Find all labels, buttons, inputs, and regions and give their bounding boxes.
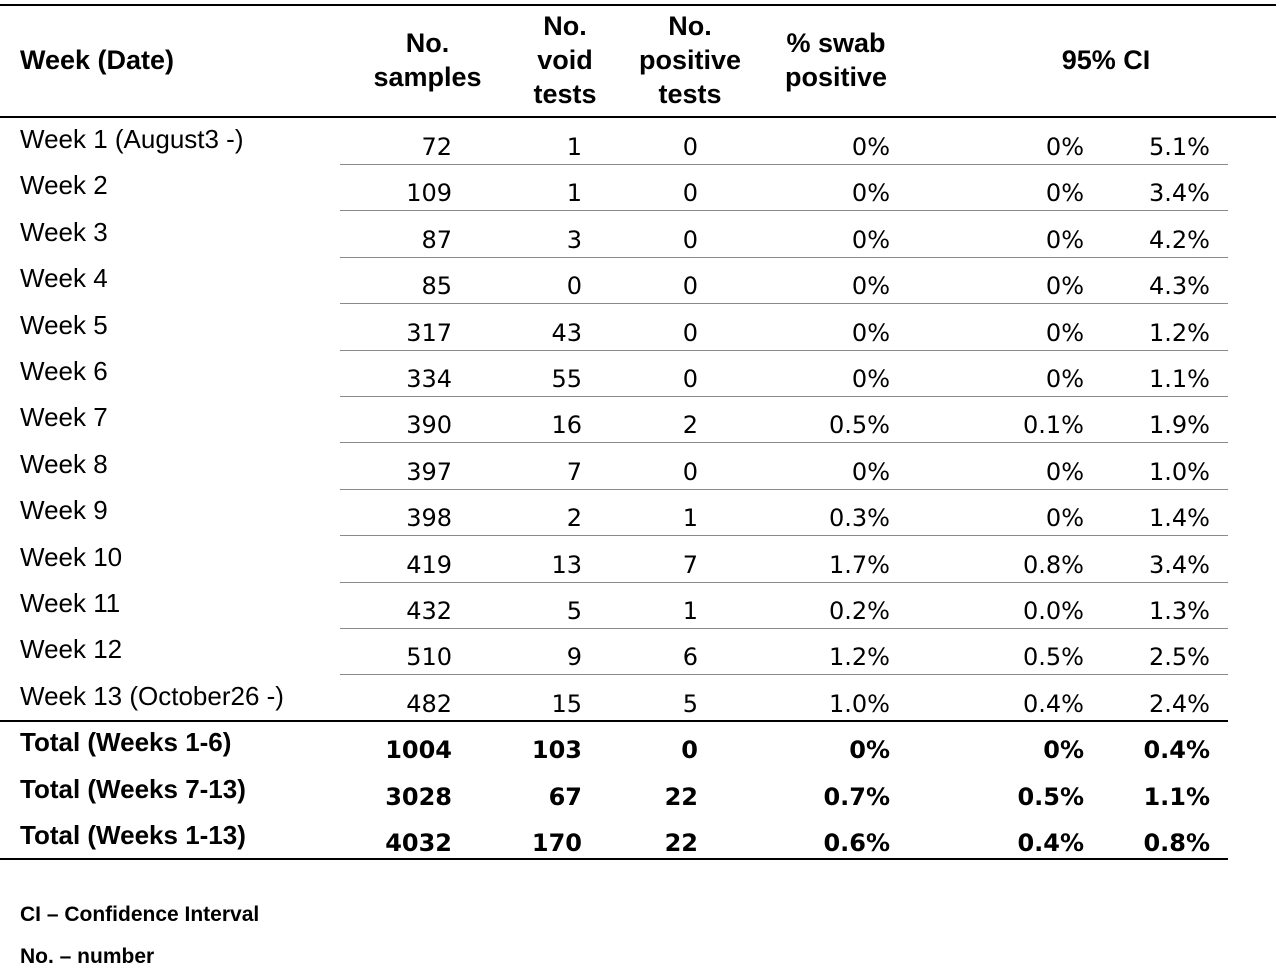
cell-void-tests: 7 <box>566 458 582 486</box>
cell-swab-positive: 0% <box>851 133 890 161</box>
cell-week: Total (Weeks 7-13) <box>20 774 246 804</box>
cell-week: Week 1 (August3 -) <box>20 124 244 154</box>
header-void-line2: void <box>537 45 593 75</box>
cell-ci-low: 0.5% <box>1023 643 1084 671</box>
cell-ci-high: 1.0% <box>1149 458 1210 486</box>
cell-positive-tests: 0 <box>682 272 698 300</box>
header-95-ci: 95% CI <box>1061 45 1151 75</box>
cell-swab-positive: 0.6% <box>823 829 890 857</box>
cell-week: Total (Weeks 1-6) <box>20 727 232 757</box>
header-samples <box>355 26 500 94</box>
cell-swab-positive: 0% <box>851 365 890 393</box>
cell-swab-positive: 0.7% <box>823 783 890 811</box>
cell-void-tests: 1 <box>566 133 582 161</box>
cell-positive-tests: 7 <box>682 551 698 579</box>
cell-swab-positive: 0% <box>851 272 890 300</box>
header-samples-line1: No. <box>405 28 450 58</box>
cell-week: Total (Weeks 1-13) <box>20 820 246 850</box>
cell-positive-tests: 0 <box>682 133 698 161</box>
cell-ci-low: 0% <box>1043 736 1084 764</box>
table-row <box>0 304 1280 350</box>
cell-ci-high: 4.2% <box>1149 226 1210 254</box>
table-row <box>0 628 1280 674</box>
cell-ci-low: 0.5% <box>1017 783 1084 811</box>
cell-ci-high: 1.3% <box>1149 597 1210 625</box>
cell-void-tests: 9 <box>566 643 582 671</box>
cell-ci-high: 2.4% <box>1149 690 1210 718</box>
header-positive <box>628 9 752 111</box>
table-row <box>0 582 1280 628</box>
cell-week: Week 9 <box>20 495 108 525</box>
header-swab-line2: positive <box>784 62 888 92</box>
cell-ci-low: 0.4% <box>1023 690 1084 718</box>
cell-ci-high: 3.4% <box>1149 179 1210 207</box>
cell-positive-tests: 0 <box>682 179 698 207</box>
table-row <box>0 118 1280 164</box>
table-row <box>0 443 1280 489</box>
cell-ci-high: 2.5% <box>1149 643 1210 671</box>
cell-samples: 432 <box>406 597 452 625</box>
cell-week: Week 2 <box>20 170 108 200</box>
cell-void-tests: 55 <box>551 365 582 393</box>
cell-samples: 397 <box>406 458 452 486</box>
cell-samples: 317 <box>406 319 452 347</box>
cell-ci-low: 0% <box>1045 226 1084 254</box>
cell-positive-tests: 0 <box>682 365 698 393</box>
cell-void-tests: 43 <box>551 319 582 347</box>
cell-swab-positive: 1.7% <box>829 551 890 579</box>
cell-swab-positive: 1.0% <box>829 690 890 718</box>
cell-ci-high: 4.3% <box>1149 272 1210 300</box>
cell-week: Week 4 <box>20 263 108 293</box>
cell-void-tests: 2 <box>566 504 582 532</box>
cell-swab-positive: 1.2% <box>829 643 890 671</box>
cell-swab-positive: 0.2% <box>829 597 890 625</box>
header-positive-line1: No. <box>668 11 712 41</box>
table-row <box>0 257 1280 303</box>
cell-samples: 398 <box>406 504 452 532</box>
header-positive-line2: positive <box>638 45 742 75</box>
cell-positive-tests: 22 <box>664 783 698 811</box>
footnote-ci: CI – Confidence Interval <box>20 903 260 926</box>
cell-ci-low: 0% <box>1045 365 1084 393</box>
cell-ci-high: 3.4% <box>1149 551 1210 579</box>
cell-void-tests: 3 <box>566 226 582 254</box>
cell-samples: 334 <box>406 365 452 393</box>
cell-void-tests: 13 <box>551 551 582 579</box>
cell-samples: 482 <box>406 690 452 718</box>
table-row <box>0 211 1280 257</box>
cell-ci-low: 0% <box>1045 179 1084 207</box>
cell-week: Week 13 (October26 -) <box>20 681 284 711</box>
cell-swab-positive: 0% <box>851 458 890 486</box>
cell-positive-tests: 5 <box>682 690 698 718</box>
cell-week: Week 11 <box>20 588 121 618</box>
cell-ci-low: 0% <box>1045 133 1084 161</box>
cell-void-tests: 15 <box>551 690 582 718</box>
cell-positive-tests: 2 <box>682 411 698 439</box>
cell-void-tests: 16 <box>551 411 582 439</box>
cell-week: Week 5 <box>20 310 108 340</box>
cell-positive-tests: 0 <box>682 319 698 347</box>
cell-samples: 510 <box>406 643 452 671</box>
cell-ci-low: 0.8% <box>1023 551 1084 579</box>
footnote-no: No. – number <box>20 945 155 968</box>
cell-samples: 87 <box>421 226 452 254</box>
cell-week: Week 12 <box>20 634 123 664</box>
cell-swab-positive: 0.5% <box>829 411 890 439</box>
cell-ci-high: 1.9% <box>1149 411 1210 439</box>
table-row <box>0 164 1280 210</box>
cell-samples: 85 <box>421 272 452 300</box>
cell-week: Week 7 <box>20 402 108 432</box>
cell-positive-tests: 0 <box>681 736 698 764</box>
cell-samples: 72 <box>421 133 452 161</box>
cell-positive-tests: 1 <box>682 504 698 532</box>
cell-void-tests: 5 <box>566 597 582 625</box>
cell-week: Week 6 <box>20 356 108 386</box>
cell-ci-low: 0.4% <box>1017 829 1084 857</box>
cell-week: Week 8 <box>20 449 108 479</box>
cell-positive-tests: 0 <box>682 458 698 486</box>
cell-ci-low: 0% <box>1045 504 1084 532</box>
cell-ci-high: 0.8% <box>1143 829 1210 857</box>
top-rule <box>0 4 1276 6</box>
total-row <box>0 814 1280 860</box>
cell-positive-tests: 0 <box>682 226 698 254</box>
cell-samples: 3028 <box>385 783 452 811</box>
table-row <box>0 536 1280 582</box>
cell-ci-low: 0% <box>1045 319 1084 347</box>
cell-void-tests: 103 <box>531 736 582 764</box>
header-samples-line2: samples <box>373 62 482 92</box>
cell-samples: 419 <box>406 551 452 579</box>
header-swab-line1: % swab <box>786 28 886 58</box>
cell-ci-high: 1.4% <box>1149 504 1210 532</box>
total-row <box>0 768 1280 814</box>
cell-samples: 1004 <box>385 736 452 764</box>
header-positive-line3: tests <box>658 79 722 109</box>
cell-swab-positive: 0% <box>849 736 890 764</box>
cell-week: Week 3 <box>20 217 108 247</box>
cell-positive-tests: 1 <box>682 597 698 625</box>
cell-ci-low: 0% <box>1045 458 1084 486</box>
cell-ci-low: 0.0% <box>1023 597 1084 625</box>
cell-ci-high: 1.1% <box>1149 365 1210 393</box>
cell-samples: 109 <box>406 179 452 207</box>
table-row <box>0 396 1280 442</box>
cell-samples: 4032 <box>385 829 452 857</box>
header-swab-positive <box>765 26 907 94</box>
cell-week: Week 10 <box>20 542 123 572</box>
header-void <box>520 9 610 111</box>
cell-samples: 390 <box>406 411 452 439</box>
table-row <box>0 489 1280 535</box>
header-void-line3: tests <box>533 79 597 109</box>
cell-ci-high: 0.4% <box>1143 736 1210 764</box>
cell-ci-low: 0% <box>1045 272 1084 300</box>
total-row <box>0 721 1280 767</box>
cell-swab-positive: 0% <box>851 319 890 347</box>
cell-positive-tests: 22 <box>664 829 698 857</box>
cell-positive-tests: 6 <box>682 643 698 671</box>
cell-ci-high: 1.1% <box>1143 783 1210 811</box>
header-void-line1: No. <box>543 11 587 41</box>
table-row <box>0 350 1280 396</box>
header-week: Week (Date) <box>20 45 175 75</box>
cell-ci-low: 0.1% <box>1023 411 1084 439</box>
cell-void-tests: 67 <box>548 783 582 811</box>
cell-ci-high: 1.2% <box>1149 319 1210 347</box>
cell-void-tests: 1 <box>566 179 582 207</box>
table-row <box>0 675 1280 721</box>
cell-ci-high: 5.1% <box>1149 133 1210 161</box>
cell-void-tests: 0 <box>566 272 582 300</box>
cell-swab-positive: 0% <box>851 226 890 254</box>
cell-swab-positive: 0% <box>851 179 890 207</box>
cell-void-tests: 170 <box>531 829 582 857</box>
cell-swab-positive: 0.3% <box>829 504 890 532</box>
